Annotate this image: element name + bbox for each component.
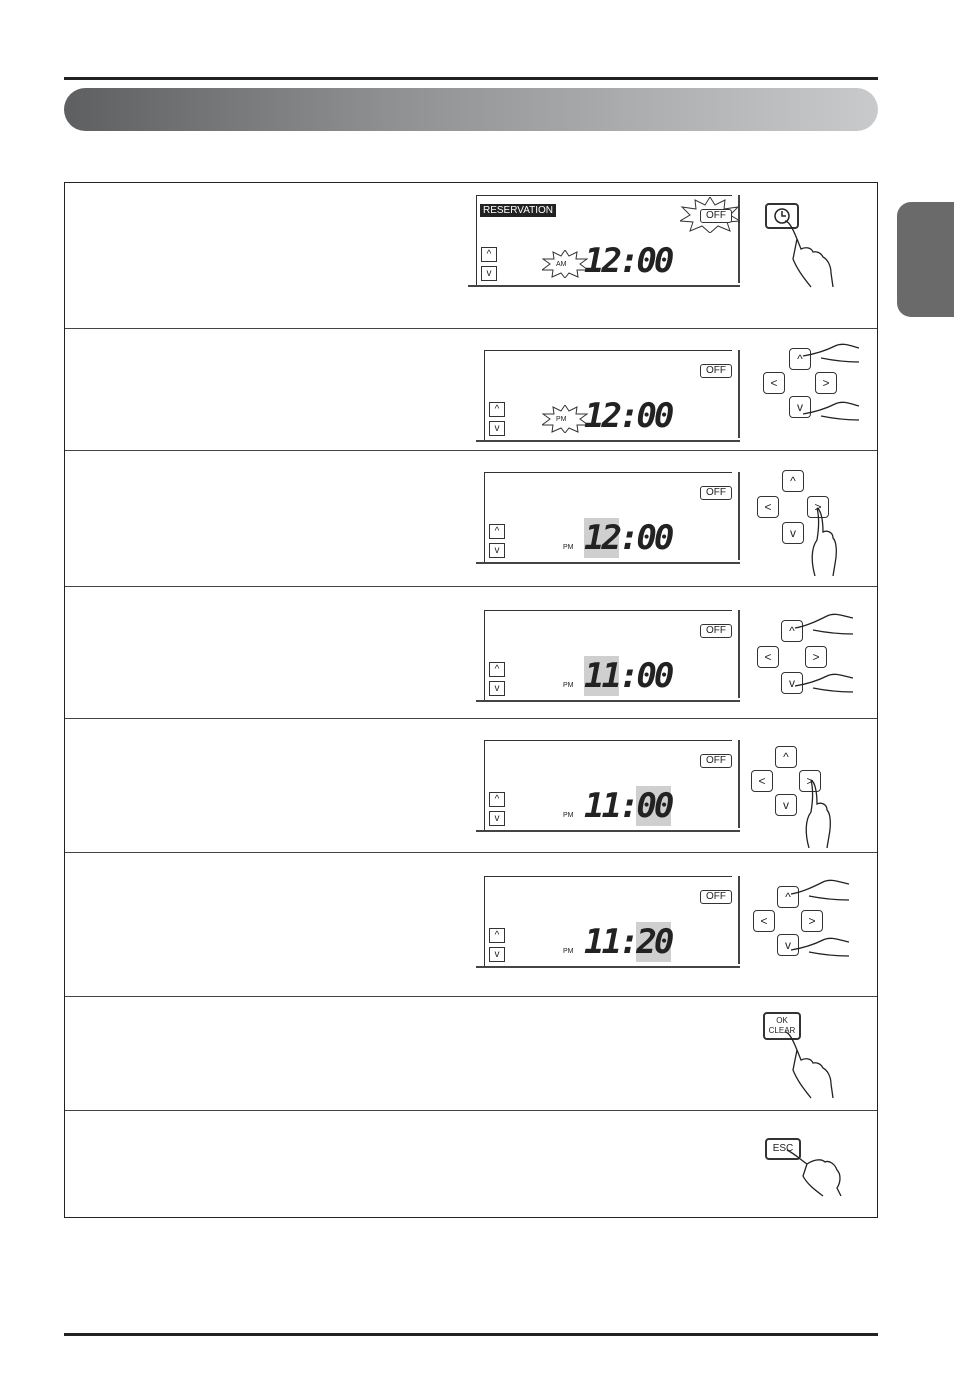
minute-digits: 00 [636, 786, 672, 826]
up-arrow-icon: ^ [489, 662, 505, 677]
pointing-hand-icon [793, 670, 857, 700]
hour-digits: 11: [584, 786, 637, 826]
bottom-rule [64, 1333, 878, 1336]
minute-digits: :00 [618, 518, 672, 558]
lcd-display [484, 740, 740, 832]
left-button[interactable]: < [757, 646, 779, 668]
down-arrow-icon: v [489, 947, 505, 962]
ampm-label: PM [563, 544, 574, 551]
up-button[interactable]: ^ [782, 470, 804, 492]
right-button[interactable]: > [801, 910, 823, 932]
left-button[interactable]: < [753, 910, 775, 932]
pointing-hand-icon [807, 506, 841, 578]
down-button[interactable]: v [777, 934, 799, 956]
up-button[interactable]: ^ [775, 746, 797, 768]
step-row-3 [65, 450, 877, 587]
clear-label: CLEAR [768, 1026, 796, 1035]
down-arrow-icon: v [489, 681, 505, 696]
pointing-hand-icon [783, 1030, 835, 1100]
up-button[interactable]: ^ [781, 620, 803, 642]
up-arrow-icon: ^ [489, 928, 505, 943]
right-button[interactable]: > [815, 372, 837, 394]
pointing-hand-icon [801, 340, 863, 370]
up-arrow-icon: ^ [489, 792, 505, 807]
down-button[interactable]: v [781, 672, 803, 694]
esc-button[interactable]: ESC [765, 1138, 801, 1160]
ampm-label: PM [563, 682, 574, 689]
time-display [584, 656, 671, 696]
off-indicator: OFF [700, 624, 732, 638]
step-row-4 [65, 586, 877, 719]
up-arrow-icon: ^ [489, 524, 505, 539]
steps-table [64, 182, 878, 1218]
left-button[interactable]: < [763, 372, 785, 394]
up-arrow-icon: ^ [489, 402, 505, 417]
step-row-1 [65, 183, 877, 329]
direction-pad [751, 876, 855, 976]
right-button[interactable]: > [799, 770, 821, 792]
up-button[interactable]: ^ [777, 886, 799, 908]
step-row-2 [65, 328, 877, 451]
hour-digits: 12 [584, 518, 619, 558]
lcd-display [484, 610, 740, 702]
lcd-display [484, 472, 740, 564]
down-button[interactable]: v [789, 396, 811, 418]
down-arrow-icon: v [489, 421, 505, 436]
direction-pad [755, 470, 855, 580]
down-arrow-icon: v [489, 811, 505, 826]
step-row-8 [65, 1110, 877, 1217]
pointing-hand-icon [801, 398, 863, 428]
up-arrow-icon: ^ [481, 247, 497, 262]
right-button[interactable]: > [805, 646, 827, 668]
top-rule [64, 77, 878, 80]
ampm-label: PM [563, 948, 574, 955]
down-arrow-icon: v [489, 543, 505, 558]
minute-digits: :00 [618, 656, 672, 696]
chapter-tab [897, 202, 954, 317]
lcd-display [484, 350, 740, 442]
reservation-label: RESERVATION [480, 204, 556, 217]
pointing-hand-icon [793, 610, 857, 640]
time-display [584, 518, 671, 558]
left-button[interactable]: < [757, 496, 779, 518]
esc-button-pad [765, 1136, 849, 1206]
time-display: 12:00 [584, 241, 672, 281]
section-banner [64, 88, 878, 131]
direction-pad [755, 606, 859, 706]
step-row-6 [65, 852, 877, 997]
down-arrow-icon: v [481, 266, 497, 281]
time-display: 12:00 [584, 396, 672, 436]
clock-button-pad [765, 201, 835, 301]
off-indicator: OFF [700, 209, 732, 223]
step-row-5 [65, 718, 877, 853]
down-button[interactable]: v [775, 794, 797, 816]
ok-clear-button-pad [763, 1010, 843, 1106]
pointing-hand-icon [783, 219, 835, 289]
pointing-hand-icon [789, 876, 853, 906]
minute-digits: 20 [636, 922, 672, 962]
ampm-label: AM [556, 261, 567, 268]
direction-pad [749, 744, 849, 850]
up-button[interactable]: ^ [789, 348, 811, 370]
time-display [584, 922, 671, 962]
right-button[interactable]: > [807, 496, 829, 518]
ampm-label: PM [563, 812, 574, 819]
pointing-hand-icon [801, 778, 835, 850]
step-row-7 [65, 996, 877, 1111]
lcd-display [484, 876, 740, 968]
left-button[interactable]: < [751, 770, 773, 792]
off-indicator: OFF [700, 754, 732, 768]
off-indicator: OFF [700, 486, 732, 500]
hour-digits: 11: [584, 922, 637, 962]
down-button[interactable]: v [782, 522, 804, 544]
off-indicator: OFF [700, 364, 732, 378]
ok-label: OK [776, 1016, 788, 1025]
time-display [584, 786, 671, 826]
off-indicator: OFF [700, 890, 732, 904]
hour-digits: 11 [584, 656, 619, 696]
lcd-display [476, 195, 740, 287]
pointing-hand-icon [785, 1148, 845, 1198]
pointing-hand-icon [789, 934, 853, 964]
direction-pad [761, 340, 865, 440]
ampm-label: PM [556, 416, 567, 423]
